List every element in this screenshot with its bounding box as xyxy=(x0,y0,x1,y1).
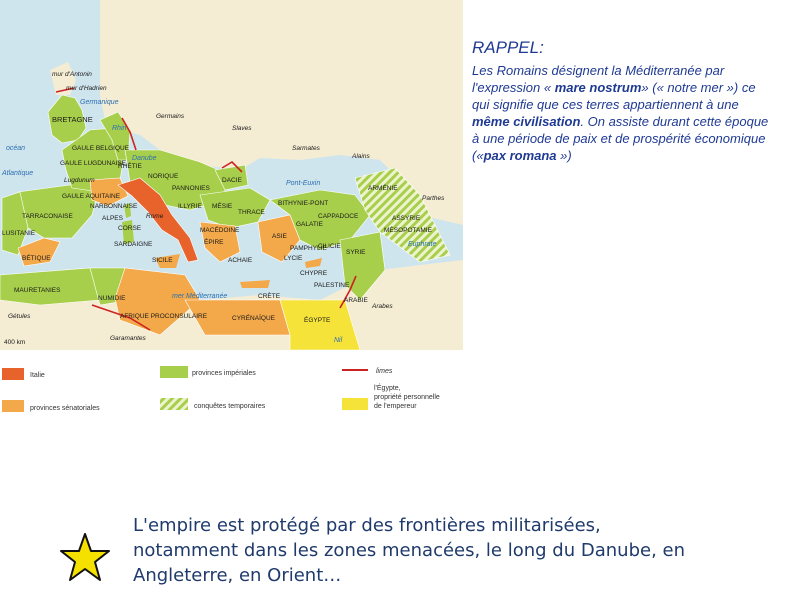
label-narbonnaise: NARBONNAISE xyxy=(90,203,138,210)
legend-swatch-senatoriales xyxy=(2,400,24,412)
legend-swatch-egypte xyxy=(342,398,368,410)
label-sicile: SICILE xyxy=(152,257,173,264)
label-sardaigne: SARDAIGNE xyxy=(114,241,153,248)
legend-label-senatoriales: provinces sénatoriales xyxy=(30,405,100,412)
label-danube: Danube xyxy=(132,155,157,162)
label-lycie: LYCIE xyxy=(284,255,303,262)
label-pont-euxin: Pont-Euxin xyxy=(286,180,321,187)
label-bithynie: BITHYNIE-PONT xyxy=(278,200,329,207)
label-alpes: ALPES xyxy=(102,215,123,222)
legend-label-italie: Italie xyxy=(30,372,45,379)
label-mer-mediterranee: mer Méditerranée xyxy=(172,293,228,300)
rappel-bold-pax-romana: pax romana xyxy=(483,148,557,163)
label-egypte: ÉGYPTE xyxy=(304,317,331,324)
label-germains: Germains xyxy=(156,113,185,120)
label-cyrenaique: CYRÉNAÏQUE xyxy=(232,315,275,322)
legend-label-imperiales: provinces impériales xyxy=(192,370,256,377)
label-arabie: ARABIE xyxy=(344,297,368,304)
label-mesie: MÉSIE xyxy=(212,203,233,210)
rappel-title: RAPPEL: xyxy=(472,38,544,57)
roman-empire-map xyxy=(0,0,463,418)
label-illyrie: ILLYRIE xyxy=(178,203,202,210)
label-atlantique: Atlantique xyxy=(2,170,34,177)
legend-swatch-imperiales xyxy=(160,366,188,378)
label-assyrie: ASSYRIE xyxy=(392,215,421,222)
label-rome: Rome xyxy=(146,213,164,220)
label-corse: CORSE xyxy=(118,225,142,232)
legend-label-conquetes: conquêtes temporaires xyxy=(194,403,266,410)
label-rhetie: RHÉTIE xyxy=(118,163,142,170)
label-betique: BÉTIQUE xyxy=(22,255,51,262)
label-lugdunum: Lugdunum xyxy=(64,177,95,184)
legend-swatch-conquetes xyxy=(160,398,188,410)
label-mesopotamie: MÉSOPOTAMIE xyxy=(384,227,432,234)
label-norique: NORIQUE xyxy=(148,173,179,180)
label-achaie: ACHAIE xyxy=(228,257,253,264)
rappel-box xyxy=(472,38,772,164)
rappel-text-1: Les Romains désignent la Méditerranée par l'expression « xyxy=(472,63,725,95)
rappel-body xyxy=(472,62,772,164)
label-asie: ASIE xyxy=(272,233,287,240)
label-rhin: Rhin xyxy=(112,125,127,132)
label-alains: Alains xyxy=(352,153,370,160)
label-thrace: THRACE xyxy=(238,209,265,216)
label-cilicie: CILICIE xyxy=(318,243,341,250)
label-nil: Nil xyxy=(334,337,343,344)
label-gaule-lugdunaise: GAULE LUGDUNAISE xyxy=(60,160,127,167)
label-syrie: SYRIE xyxy=(346,249,366,256)
label-parthes: Parthes xyxy=(422,195,445,202)
label-ocean: océan xyxy=(6,145,26,152)
rappel-text-4: ») xyxy=(556,148,572,163)
note-line-1: L'empire est protégé par des frontières militarisées, xyxy=(133,515,601,536)
rappel-text-3: . On assiste durant cette époque à une période de paix et de prospérité économique (« xyxy=(472,114,769,163)
rappel-bold-meme-civilisation: même civilisation xyxy=(472,114,581,129)
label-palestine: PALESTINE xyxy=(314,282,350,289)
label-mauretanies: MAURETANIES xyxy=(14,287,61,294)
label-gaule-belgique: GAULE BELGIQUE xyxy=(72,145,130,152)
legend-label-limes: limes xyxy=(376,368,393,375)
label-getules: Gétules xyxy=(8,313,31,320)
label-scale: 400 km xyxy=(4,339,26,346)
label-epire: ÉPIRE xyxy=(204,239,224,246)
label-macedoine: MACÉDOINE xyxy=(200,227,240,234)
label-slaves: Slaves xyxy=(232,125,252,132)
label-cappadoce: CAPPADOCE xyxy=(318,213,359,220)
label-numidie: NUMIDIE xyxy=(98,295,126,302)
label-bretagne: BRETAGNE xyxy=(52,115,93,124)
legend-label-egypte-1: l'Égypte, xyxy=(374,385,401,392)
frontiers-note xyxy=(133,513,763,588)
legend-swatch-italie xyxy=(2,368,24,380)
label-euphrate: Euphrate xyxy=(408,241,437,248)
legend-label-egypte-2: propriété personnelle xyxy=(374,394,440,401)
label-galatie: GALATIE xyxy=(296,221,323,228)
label-sarmates: Sarmates xyxy=(292,145,320,152)
rappel-text-2: » (« notre mer ») ce qui signifie que ces terres appartiennent à une xyxy=(472,80,756,112)
note-line-3: Angleterre, en Orient… xyxy=(133,565,342,586)
label-arabes: Arabes xyxy=(372,303,393,310)
label-pannonies: PANNONIES xyxy=(172,185,210,192)
label-pamphylie: PAMPHYLIE xyxy=(290,245,327,252)
label-crete: CRÈTE xyxy=(258,293,281,300)
label-armenie: ARMÉNIE xyxy=(368,185,398,192)
legend-label-egypte-3: de l'empereur xyxy=(374,403,417,410)
label-garamantes: Garamantes xyxy=(110,335,146,342)
label-mur-antonin: mur d'Antonin xyxy=(52,71,92,78)
rappel-bold-mare-nostrum: mare nostrum xyxy=(554,80,642,95)
label-chypre: CHYPRE xyxy=(300,270,328,277)
star-icon xyxy=(58,532,112,582)
label-mur-hadrien: mur d'Hadrien xyxy=(66,85,107,92)
label-afrique: AFRIQUE PROCONSULAIRE xyxy=(120,313,208,320)
label-germanique: Germanique xyxy=(80,99,119,106)
note-line-2: notamment dans les zones menacées, le long du Danube, en xyxy=(133,540,685,561)
label-tarraconaise: TARRACONAISE xyxy=(22,213,73,220)
label-dacie: DACIE xyxy=(222,177,242,184)
label-gaule-aquitaine: GAULE AQUITAINE xyxy=(62,193,121,200)
label-lusitanie: LUSITANIE xyxy=(2,230,36,237)
